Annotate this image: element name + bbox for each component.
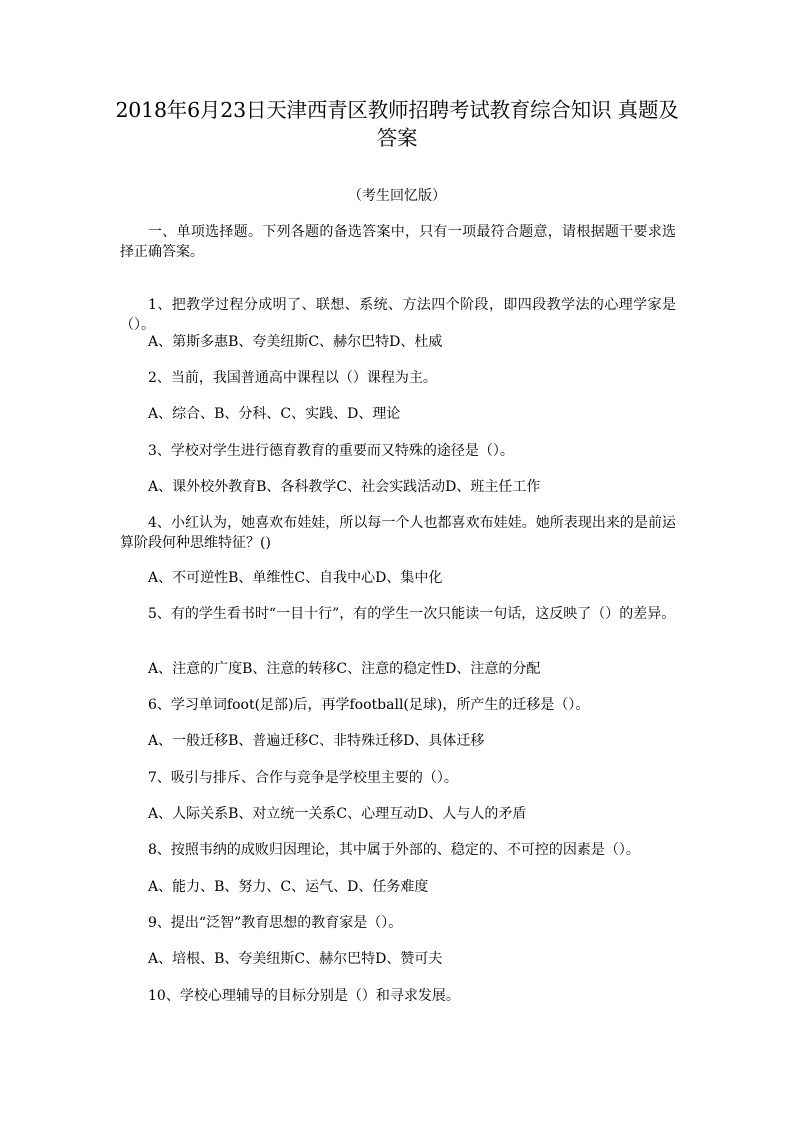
question-5-options: A、注意的广度B、注意的转移C、注意的稳定性D、注意的分配	[148, 661, 541, 677]
question-10-stem: 10、学校心理辅导的目标分别是（）和寻求发展。	[148, 988, 460, 1004]
question-4-stem: 4、小红认为，她喜欢布娃娃，所以每一个人也都喜欢布娃娃。她所表现出来的是前运算阶段何种思维特征？()	[120, 515, 676, 551]
question-7-options: A、人际关系B、对立统一关系C、心理互动D、人与人的矛盾	[148, 806, 527, 822]
section-intro: 一、单项选择题。下列各题的备选答案中，只有一项最符合题意，请根据题干要求选择正确答案。	[120, 224, 676, 260]
question-8-stem: 8、按照韦纳的成败归因理论，其中属于外部的、稳定的、不可控的因素是（）。	[148, 842, 640, 858]
question-9-options: A、培根、B、夸美纽斯C、赫尔巴特D、赞可夫	[148, 951, 443, 967]
question-1-options: A、第斯多惠B、夸美纽斯C、赫尔巴特D、杜威	[148, 334, 443, 350]
document-title: 2018年6月23日天津西青区教师招聘考试教育综合知识 真题及答案	[115, 98, 679, 150]
document-subtitle: （考生回忆版）	[348, 188, 446, 204]
question-7-stem: 7、吸引与排斥、合作与竞争是学校里主要的（）。	[148, 770, 458, 786]
question-6-stem: 6、学习单词foot(足部)后，再学football(足球)，所产生的迁移是（）。	[148, 697, 590, 713]
question-2-stem: 2、当前，我国普通高中课程以（）课程为主。	[148, 370, 437, 386]
question-8-options: A、能力、B、努力、C、运气、D、任务难度	[148, 879, 429, 895]
question-3-stem: 3、学校对学生进行德育教育的重要而又特殊的途径是（）。	[148, 443, 514, 459]
question-9-stem: 9、提出“泛智”教育思想的教育家是（）。	[148, 915, 403, 931]
question-1-stem: 1、把教学过程分成明了、联想、系统、方法四个阶段，即四段教学法的心理学家是（）。	[120, 297, 676, 333]
question-3-options: A、课外校外教育B、各科教学C、社会实践活动D、班主任工作	[148, 479, 541, 495]
question-5-stem: 5、有的学生看书时“一目十行”，有的学生一次只能读一句话，这反映了（）的差异。	[148, 606, 676, 622]
question-4-options: A、不可逆性B、单维性C、自我中心D、集中化	[148, 570, 443, 586]
question-2-options: A、综合、B、分科、C、实践、D、理论	[148, 406, 401, 422]
question-6-options: A、一般迁移B、普遍迁移C、非特殊迁移D、具体迁移	[148, 733, 485, 749]
